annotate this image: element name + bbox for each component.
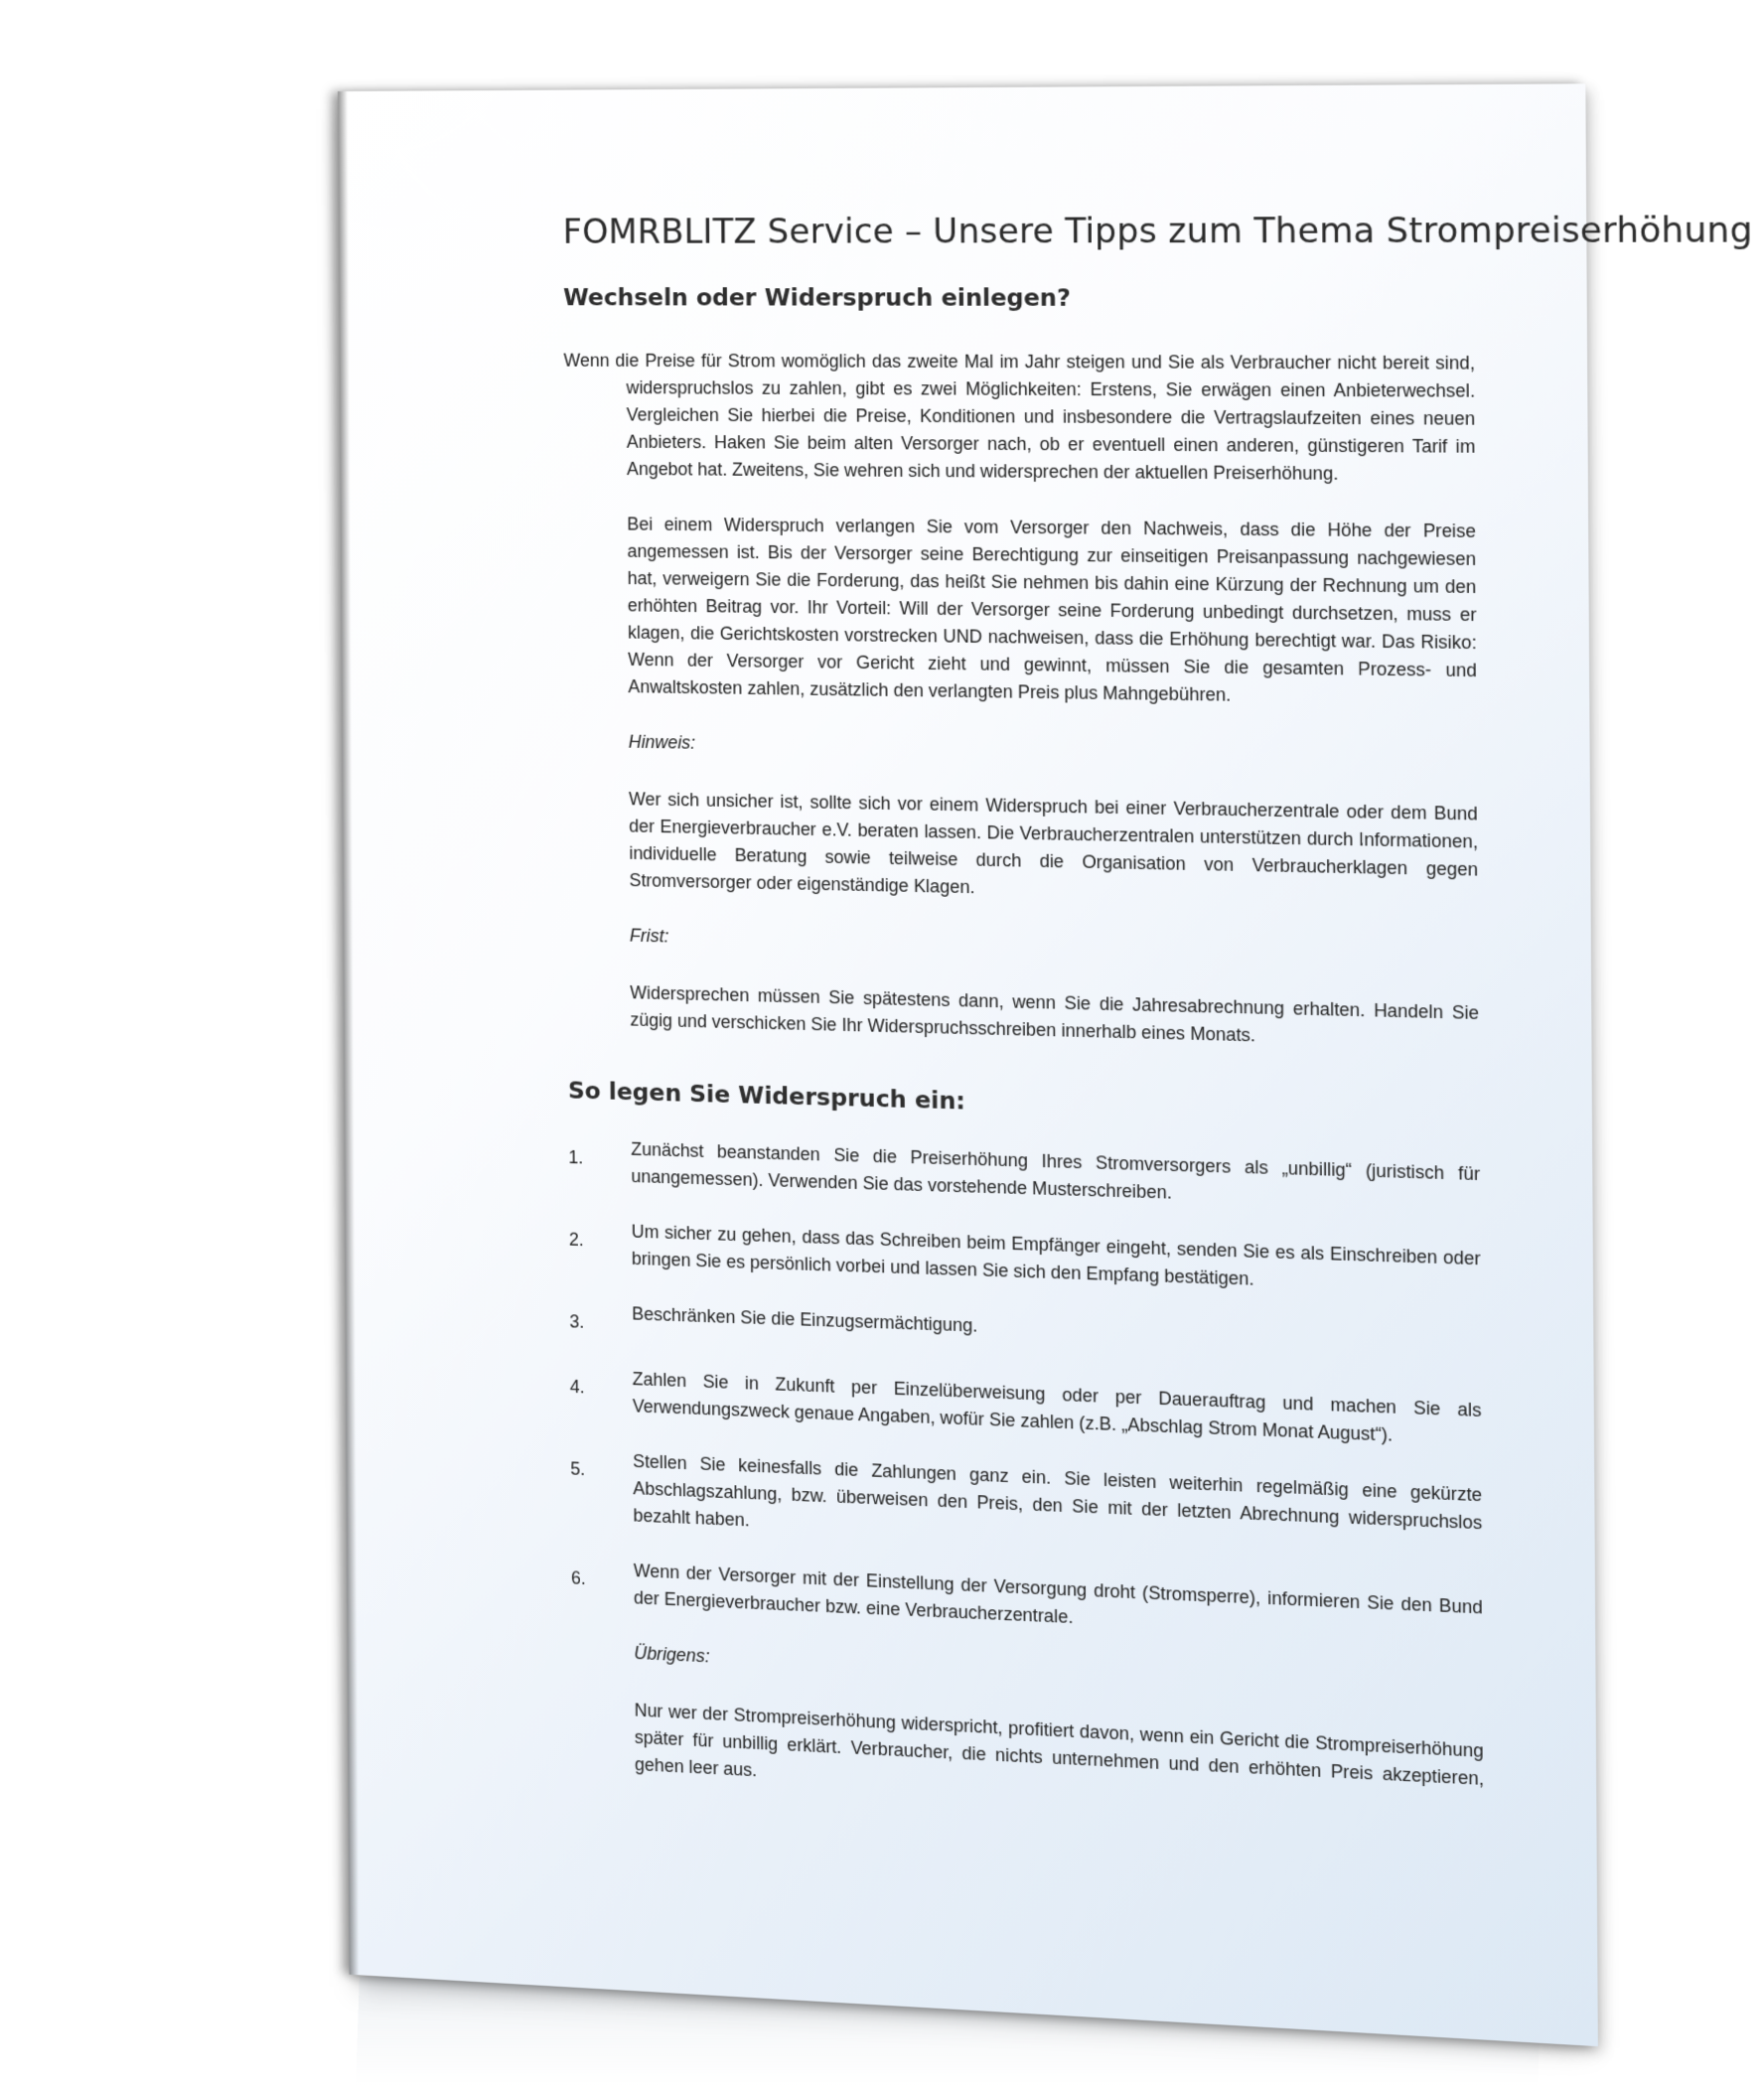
frist-label: Frist: <box>629 925 669 947</box>
list-item <box>570 1364 1482 1453</box>
frist-text: Widersprechen müssen Sie spätestens dann, wenn Sie die Jahresabrechnung erhalten. Handeln Sie zügig und verschicken Sie Ihr Widerspruchsschreiben innerhalb eines Monats. <box>630 982 1480 1046</box>
step-number: 3. <box>569 1311 585 1332</box>
list-item <box>569 1298 1481 1368</box>
list-item <box>568 1134 1480 1217</box>
list-item <box>571 1555 1483 1650</box>
section-heading-widerspruch: So legen Sie Widerspruch ein: <box>567 1078 965 1116</box>
hinweis-text: Wer sich unsicher ist, sollte sich vor einem Widerspruch bei einer Verbraucherzentrale oder dem Bund der Energieverbraucher e.V. beraten lassen. Die Verbraucherzentralen unterstützen durch Informationen, individuelle Beratung sowie teilweise durch die Organisation von Verbraucherklagen gegen Stromversorger oder eigenständige Klagen. <box>629 789 1479 898</box>
step-text: Zunächst beanstanden Sie die Preiserhöhung Ihres Stromversorgers als „unbillig“ (juristisch für unangemessen). Verwenden Sie das vorstehende Musterschreiben. <box>631 1138 1481 1203</box>
paragraph-intro: Wenn die Preise für Strom womöglich das zweite Mal im Jahr steigen und Sie als Verbraucher nicht bereit sind, widerspruchslos zu zahlen, gibt es zwei Möglichkeiten: Erstens, Sie erwägen einen Anbieterwechsel. Vergleichen Sie hierbei die Preise, Konditionen und insbesondere die Vertragslaufzeiten eines neuen Anbieters. Haken Sie beim alten Versorger nach, ob er eventuell einen anderen, günstigeren Tarif im Angebot hat. Zweitens, Sie wehren sich und widersprechen der aktuellen Preiserhöhung. <box>563 350 1476 484</box>
step-text: Stellen Sie keinesfalls die Zahlungen ganz ein. Sie leisten weiterhin regelmäßig eine gekürzte Abschlagszahlung, bzw. überweisen den Preis, den Sie mit der letzten Abrechnung widerspruchslos bezahlt haben. <box>633 1450 1483 1534</box>
section-heading-wechseln: Wechseln oder Widerspruch einlegen? <box>563 285 1072 312</box>
document-page <box>338 83 1753 2046</box>
paragraph-widerspruch: Bei einem Widerspruch verlangen Sie vom Versorger den Nachweis, dass die Höhe der Preise angemessen ist. Bis der Versorger seine Berechtigung zur einseitigen Preisanpassung nachgewiesen hat, verweigern Sie die Forderung, das heißt Sie nehmen bis dahin eine Kürzung der Rechnung um den erhöhten Beitrag vor. Ihr Vorteil: Will der Versorger seine Forderung unbedingt durchsetzen, muss er klagen, die Gerichtskosten vorstrecken UND nachweisen, dass die Erhöhung berechtigt war. Das Risiko: Wenn der Versorger vor Gericht zieht und gewinnt, müssen Sie die gesamten Prozess- und Anwaltskosten zahlen, zusätzlich den verlangten Preis plus Mahngebühren. <box>627 514 1477 705</box>
step-text: Beschränken Sie die Einzugsermächtigung. <box>632 1303 978 1336</box>
uebrigens-label: Übrigens: <box>634 1642 710 1667</box>
step-number: 2. <box>568 1229 584 1251</box>
step-number: 6. <box>570 1567 586 1589</box>
hinweis-label: Hinweis: <box>628 731 696 753</box>
step-text: Wenn der Versorger mit der Einstellung der Versorgung droht (Stromsperre), informieren Sie den Bund der Energieverbraucher bzw. eine Verbraucherzentrale. <box>633 1560 1483 1628</box>
steps-list <box>568 1134 1483 1650</box>
step-text: Zahlen Sie in Zukunft per Einzelüberweisung oder per Dauerauftrag und machen Sie als Verwendungszweck genaue Angaben, wofür Sie zahlen (z.B. „Abschlag Strom Monat August“). <box>632 1368 1482 1445</box>
list-item <box>570 1445 1482 1564</box>
step-number: 4. <box>569 1376 585 1398</box>
page-content <box>562 210 1753 1851</box>
document-title: FOMRBLITZ Service – Unsere Tipps zum Thema Strompreiserhöhung <box>562 210 1753 251</box>
step-number: 1. <box>568 1146 584 1168</box>
list-item <box>569 1216 1481 1300</box>
step-text: Um sicher zu gehen, dass das Schreiben beim Empfänger eingeht, senden Sie es als Einschreiben oder bringen Sie es persönlich vorbei und lassen Sie sich den Empfang bestätigen. <box>631 1221 1481 1289</box>
uebrigens-text: Nur wer der Strompreiserhöhung widerspricht, profitiert davon, wenn ein Gericht die Strompreiserhöhung später für unbillig erklärt. Verbraucher, die nichts unternehmen und den erhöhten Preis akzeptieren, gehen leer aus. <box>634 1700 1484 1790</box>
step-number: 5. <box>570 1458 586 1480</box>
